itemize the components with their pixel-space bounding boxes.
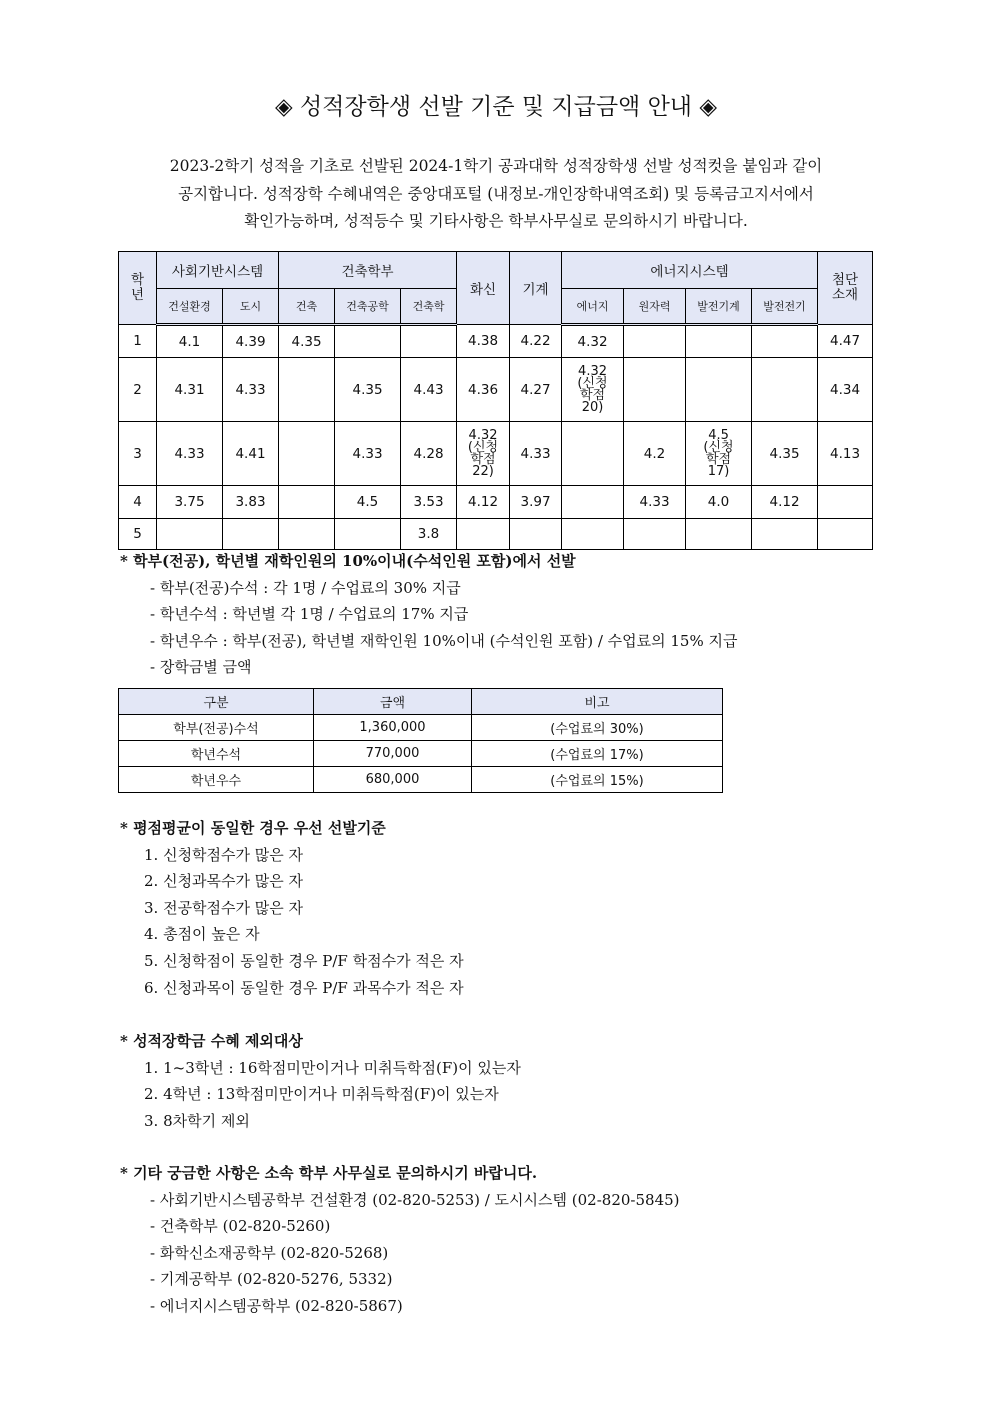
cutoff-cell: 3.83 bbox=[223, 486, 279, 519]
cutoff-cell: 4.35 bbox=[752, 422, 818, 486]
cutoff-cell: 4.35 bbox=[335, 358, 401, 422]
subheader-cell: 도시 bbox=[223, 289, 279, 325]
cutoff-cell bbox=[562, 519, 624, 550]
cutoff-cell bbox=[752, 519, 818, 550]
cutoff-cell bbox=[279, 358, 335, 422]
cutoff-cell bbox=[752, 358, 818, 422]
intro-line: 2023-2학기 성적을 기초로 선발된 2024-1학기 공과대학 성적장학생 선발 성적컷을 붙임과 같이 bbox=[169, 157, 823, 175]
selection-item: - 학년수석 : 학년별 각 1명 / 수업료의 17% 지급 bbox=[150, 605, 469, 624]
amount-cell: 학년우수 bbox=[119, 767, 314, 793]
table-row bbox=[119, 358, 873, 422]
exclusion-item: 1. 1~3학년 : 16학점미만이거나 미취득학점(F)이 있는자 bbox=[144, 1058, 521, 1077]
cutoff-cell: 4.47 bbox=[818, 325, 873, 358]
cutoff-cell: 4.33 bbox=[510, 422, 562, 486]
cutoff-cell: 4.1 bbox=[157, 325, 223, 358]
amount-cell: (수업료의 17%) bbox=[472, 741, 723, 767]
cutoff-cell bbox=[624, 519, 686, 550]
tiebreak-item: 1. 신청학점수가 많은 자 bbox=[144, 845, 304, 864]
cutoff-cell: 3.8 bbox=[401, 519, 457, 550]
subheader-cell: 건축학 bbox=[401, 289, 457, 325]
cutoff-cell: 4.12 bbox=[457, 486, 510, 519]
cutoff-cell bbox=[279, 486, 335, 519]
amount-cell: 학년수석 bbox=[119, 741, 314, 767]
group-header-adv: 첨단 소재 bbox=[818, 252, 873, 325]
cutoff-cell bbox=[562, 486, 624, 519]
cutoff-cell: 3.75 bbox=[157, 486, 223, 519]
grade-table-body bbox=[119, 325, 873, 550]
contact-item: - 에너지시스템공학부 (02-820-5867) bbox=[150, 1296, 403, 1315]
cutoff-cell bbox=[279, 519, 335, 550]
cutoff-cell: 4.43 bbox=[401, 358, 457, 422]
cutoff-cell: 4.33 bbox=[223, 358, 279, 422]
cutoff-cell: 3.97 bbox=[510, 486, 562, 519]
contact-item: - 사회기반시스템공학부 건설환경 (02-820-5253) / 도시시스템 (02-820-5845) bbox=[150, 1190, 680, 1209]
year-cell: 1 bbox=[119, 325, 157, 358]
intro-line: 확인가능하며, 성적등수 및 기타사항은 학부사무실로 문의하시기 바랍니다. bbox=[244, 212, 748, 230]
cutoff-cell bbox=[624, 325, 686, 358]
contact-item: - 건축학부 (02-820-5260) bbox=[150, 1217, 331, 1236]
selection-section bbox=[120, 548, 737, 681]
cutoff-cell bbox=[686, 519, 752, 550]
cutoff-cell: 4.33 bbox=[624, 486, 686, 519]
year-cell: 2 bbox=[119, 358, 157, 422]
cutoff-cell bbox=[818, 519, 873, 550]
cutoff-cell: 4.33 bbox=[335, 422, 401, 486]
cutoff-cell bbox=[223, 519, 279, 550]
exclusion-heading: * 성적장학금 수혜 제외대상 bbox=[120, 1032, 303, 1050]
cutoff-cell: 4.5 bbox=[335, 486, 401, 519]
cutoff-cell: 4.33 bbox=[157, 422, 223, 486]
cutoff-cell: 4.32 (신청 학점 20) bbox=[562, 358, 624, 422]
amount-header-cell: 금액 bbox=[314, 689, 472, 715]
intro-paragraph bbox=[110, 153, 882, 236]
amount-header-cell: 구분 bbox=[119, 689, 314, 715]
amount-cell: 770,000 bbox=[314, 741, 472, 767]
cutoff-cell bbox=[157, 519, 223, 550]
cutoff-cell: 4.0 bbox=[686, 486, 752, 519]
subheader-cell: 발전기계 bbox=[686, 289, 752, 325]
cutoff-cell: 4.12 bbox=[752, 486, 818, 519]
cutoff-cell bbox=[510, 519, 562, 550]
subheader-cell: 건축공학 bbox=[335, 289, 401, 325]
tiebreak-item: 3. 전공학점수가 많은 자 bbox=[144, 898, 304, 917]
tiebreak-heading: * 평점평균이 동일한 경우 우선 선발기준 bbox=[120, 819, 386, 837]
selection-heading: * 학부(전공), 학년별 재학인원의 10%이내(수석인원 포함)에서 선발 bbox=[120, 552, 576, 570]
cutoff-cell bbox=[818, 486, 873, 519]
contact-section bbox=[120, 1160, 680, 1320]
group-header-arch: 건축학부 bbox=[279, 252, 457, 289]
exclusion-section bbox=[120, 1028, 521, 1134]
tiebreak-item: 4. 총점이 높은 자 bbox=[144, 925, 260, 944]
selection-item: - 장학금별 금액 bbox=[150, 658, 252, 677]
group-header-energy: 에너지시스템 bbox=[562, 252, 818, 289]
cutoff-cell: 4.39 bbox=[223, 325, 279, 358]
group-header-mech: 기계 bbox=[510, 252, 562, 325]
year-header: 학 년 bbox=[119, 252, 157, 325]
cutoff-cell: 4.22 bbox=[510, 325, 562, 358]
cutoff-cell bbox=[335, 325, 401, 358]
group-header-social: 사회기반시스템 bbox=[157, 252, 279, 289]
page-title: ◈ 성적장학생 선발 기준 및 지급금액 안내 ◈ bbox=[274, 94, 718, 120]
exclusion-item: 3. 8차학기 제외 bbox=[144, 1111, 250, 1130]
subheader-cell: 원자력 bbox=[624, 289, 686, 325]
amount-cell: (수업료의 15%) bbox=[472, 767, 723, 793]
cutoff-cell: 4.27 bbox=[510, 358, 562, 422]
cutoff-cell: 4.41 bbox=[223, 422, 279, 486]
selection-item: - 학부(전공)수석 : 각 1명 / 수업료의 30% 지급 bbox=[150, 578, 461, 597]
cutoff-cell: 4.32 (신청 학점 22) bbox=[457, 422, 510, 486]
contact-item: - 화학신소재공학부 (02-820-5268) bbox=[150, 1243, 389, 1262]
group-header-chem: 화신 bbox=[457, 252, 510, 325]
cutoff-cell bbox=[401, 325, 457, 358]
cutoff-cell bbox=[752, 325, 818, 358]
table-row bbox=[119, 741, 723, 767]
grade-cutoff-table bbox=[118, 251, 873, 550]
cutoff-cell bbox=[624, 358, 686, 422]
amount-table bbox=[118, 688, 723, 793]
cutoff-cell: 3.53 bbox=[401, 486, 457, 519]
contact-item: - 기계공학부 (02-820-5276, 5332) bbox=[150, 1270, 393, 1289]
table-row bbox=[119, 767, 723, 793]
cutoff-cell bbox=[457, 519, 510, 550]
subheader-cell: 에너지 bbox=[562, 289, 624, 325]
cutoff-cell: 4.36 bbox=[457, 358, 510, 422]
cutoff-cell: 4.28 bbox=[401, 422, 457, 486]
tiebreak-item: 2. 신청과목수가 많은 자 bbox=[144, 872, 304, 891]
year-cell: 3 bbox=[119, 422, 157, 486]
amount-cell: 680,000 bbox=[314, 767, 472, 793]
table-row bbox=[119, 519, 873, 550]
exclusion-item: 2. 4학년 : 13학점미만이거나 미취득학점(F)이 있는자 bbox=[144, 1085, 499, 1104]
tiebreak-item: 6. 신청과목이 동일한 경우 P/F 과목수가 적은 자 bbox=[144, 978, 464, 997]
table-row bbox=[119, 715, 723, 741]
cutoff-cell bbox=[335, 519, 401, 550]
table-row bbox=[119, 486, 873, 519]
contact-heading: * 기타 궁금한 사항은 소속 학부 사무실로 문의하시기 바랍니다. bbox=[120, 1164, 538, 1182]
cutoff-cell: 4.35 bbox=[279, 325, 335, 358]
cutoff-cell: 4.38 bbox=[457, 325, 510, 358]
cutoff-cell: 4.13 bbox=[818, 422, 873, 486]
selection-item: - 학년우수 : 학부(전공), 학년별 재학인원 10%이내 (수석인원 포함) / 수업료의 15% 지급 bbox=[150, 631, 738, 650]
amount-cell: 1,360,000 bbox=[314, 715, 472, 741]
cutoff-cell: 4.5 (신청 학점 17) bbox=[686, 422, 752, 486]
amount-header-cell: 비고 bbox=[472, 689, 723, 715]
subheader-cell: 건축 bbox=[279, 289, 335, 325]
year-cell: 5 bbox=[119, 519, 157, 550]
cutoff-cell: 4.32 bbox=[562, 325, 624, 358]
tiebreak-item: 5. 신청학점이 동일한 경우 P/F 학점수가 적은 자 bbox=[144, 951, 464, 970]
cutoff-cell: 4.34 bbox=[818, 358, 873, 422]
table-row bbox=[119, 325, 873, 358]
year-cell: 4 bbox=[119, 486, 157, 519]
subheader-cell: 건설환경 bbox=[157, 289, 223, 325]
amount-cell: (수업료의 30%) bbox=[472, 715, 723, 741]
tiebreak-section bbox=[120, 815, 464, 1001]
intro-line: 공지합니다. 성적장학 수혜내역은 중앙대포털 (내정보-개인장학내역조회) 및 등록금고지서에서 bbox=[178, 184, 814, 203]
table-row bbox=[119, 422, 873, 486]
cutoff-cell bbox=[562, 422, 624, 486]
amount-cell: 학부(전공)수석 bbox=[119, 715, 314, 741]
cutoff-cell bbox=[686, 325, 752, 358]
subheader-cell: 발전전기 bbox=[752, 289, 818, 325]
cutoff-cell: 4.31 bbox=[157, 358, 223, 422]
cutoff-cell bbox=[279, 422, 335, 486]
cutoff-cell: 4.2 bbox=[624, 422, 686, 486]
cutoff-cell bbox=[686, 358, 752, 422]
